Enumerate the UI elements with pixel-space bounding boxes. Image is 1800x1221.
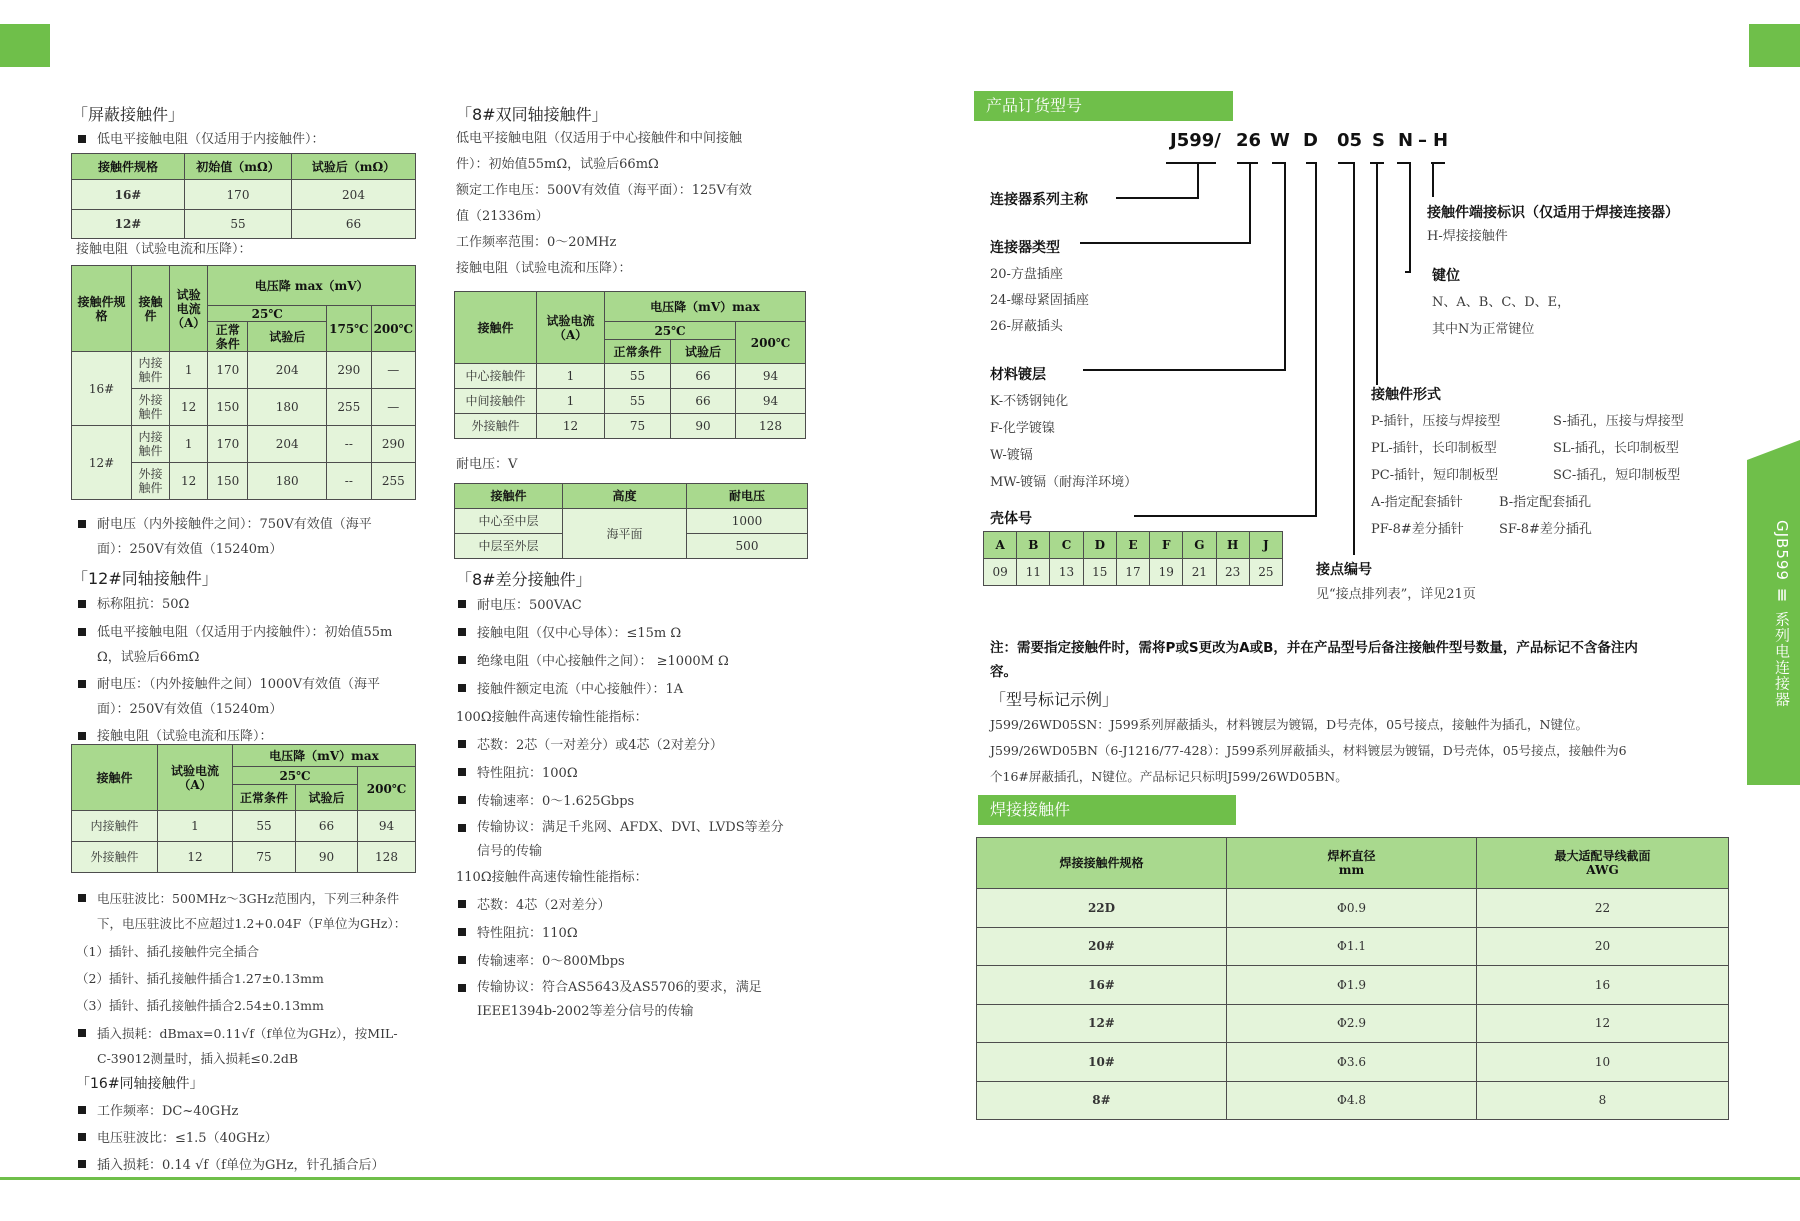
code-form: S <box>1372 130 1385 151</box>
vswr-cond-3: （3）插针、插孔接触件插合2.54±0.13mm <box>76 998 324 1013</box>
item110-3: 传输速率：0～800Mbps <box>456 948 784 976</box>
item110-4: 传输协议：符合AS5643及AS5706的要求，满足 <box>456 976 784 1000</box>
coax16-item-3: 插入损耗：0.14 √f（f单位为GHz，针孔插合后） <box>76 1152 385 1179</box>
term-item: H-焊接接触件 <box>1427 229 1508 244</box>
item100-1: 芯数：2芯（一对差分）或4芯（2对差分） <box>456 732 784 760</box>
example-title: 「型号标记示例」 <box>990 690 1119 709</box>
order-note: 注：需要指定接触件时，需将P或S更改为A或B，并在产品型号后备注接触件型号数量，产品标记不含备注内 容。 <box>990 640 1638 680</box>
code-points: 05 <box>1337 130 1363 151</box>
insertion-2: C-39012测量时，插入损耗≤0.2dB <box>97 1051 299 1066</box>
shield-low-res: 低电平接触电阻（仅适用于内接触件）： <box>76 127 325 152</box>
coax12-item-3: 耐电压：（内外接触件之间）1000V有效值（海平 <box>76 672 392 697</box>
insertion-1: 插入损耗：dBmax=0.11√f（f单位为GHz），按MIL- <box>76 1021 406 1046</box>
plating-label: 材料镀层 <box>990 367 1046 383</box>
plating-item-1: K-不锈钢钝化 <box>990 394 1069 409</box>
item100-4: 传输协议：满足千兆网、AFDX、DVI、LVDS等差分 <box>456 816 784 840</box>
term-label: 接触件端接标识（仅适用于焊接连接器） <box>1427 205 1679 221</box>
point-item: 见“接点排列表”，详见21页 <box>1316 587 1476 602</box>
table-shell-size: A B C D E F G H J 09 11 13 15 17 19 21 23 25 <box>983 531 1283 586</box>
type-item-2: 24-螺母紧固插座 <box>990 293 1089 308</box>
vswr-1: 电压驻波比：500MHz～3GHz范围内，下列三种条件 <box>76 886 406 911</box>
diff-item-4: 接触件额定电流（中心接触件）：1A <box>456 676 784 704</box>
shield-withstand-2: 面）：250V有效值（15240m） <box>97 542 283 557</box>
form-s: S-插孔，压接与焊接型 <box>1553 414 1684 429</box>
point-label: 接点编号 <box>1316 562 1372 578</box>
twinax-para-3: 工作频率范围：0～20MHz <box>456 235 617 250</box>
plating-item-2: F-化学镀镍 <box>990 421 1055 436</box>
form-b: B-指定配套插孔 <box>1499 495 1592 510</box>
coax16-title: 「16#同轴接触件」 <box>76 1076 204 1092</box>
vswr-2: 下，电压驻波比不应超过1.2+0.04F（F单位为GHz）： <box>97 916 407 931</box>
coax12-title: 「12#同轴接触件」 <box>72 569 218 588</box>
coax12-item-1: 标称阻抗：50Ω <box>76 592 392 617</box>
vswr-cond-1: （1）插针、插孔接触件完全插合 <box>76 944 259 959</box>
twinax-para-4: 接触电阻（试验电流和压降）： <box>456 261 632 276</box>
table-solder-contacts: 焊接接触件规格 焊杯直径 mm 最大适配导线截面 AWG 22D Φ0.9 22 20# Φ1.1 20 16# Φ1.9 16 12# Φ2.9 12 10# Φ3.6 10 8# Φ4.8 8 <box>976 837 1729 1120</box>
item100-3: 传输速率：0～1.625Gbps <box>456 788 784 816</box>
table-coax12-voltage-drop: 接触件 试验电流（A） 电压降（mV）max 25℃ 200℃ 正常条件 试验后 内接触件 1 55 66 94 外接触件 12 75 90 128 <box>71 744 416 873</box>
order-title: 产品订货型号 <box>974 91 1233 121</box>
form-p: P-插针，压接与焊接型 <box>1371 414 1501 429</box>
table-twinax-withstand: 接触件 高度 耐电压 中心至中层 海平面 1000 中层至外层 500 <box>454 483 808 559</box>
twinax-title: 「8#双同轴接触件」 <box>456 105 608 124</box>
plating-item-4: MW-镀镉（耐海洋环境） <box>990 475 1138 490</box>
example-line-1: J599/26WD05SN：J599系列屏蔽插头，材料镀层为镀镉，D号壳体，05号接点，接触件为插孔，N键位。 <box>990 717 1588 732</box>
form-sf: SF-8#差分插孔 <box>1499 522 1592 537</box>
key-item-1: N、A、B、C、D、E， <box>1432 295 1571 310</box>
form-pc: PC-插针，短印制板型 <box>1371 468 1499 483</box>
table-low-level-res: 接触件规格 初始值（mΩ） 试验后（mΩ） 16# 170 204 12# 55 66 <box>71 153 416 239</box>
form-pf: PF-8#差分插针 <box>1371 522 1464 537</box>
shield-contact-res: 接触电阻（试验电流和压降）： <box>76 242 252 257</box>
form-label: 接触件形式 <box>1371 387 1441 403</box>
key-item-2: 其中N为正常键位 <box>1432 322 1535 337</box>
form-sl: SL-插孔，长印制板型 <box>1553 441 1679 456</box>
key-label: 键位 <box>1432 268 1460 284</box>
form-a: A-指定配套插针 <box>1371 495 1463 510</box>
withstand-label: 耐电压：V <box>456 457 518 472</box>
item110-1: 芯数：4芯（2对差分） <box>456 892 784 920</box>
form-pl: PL-插针，长印制板型 <box>1371 441 1497 456</box>
diff-item-3: 绝缘电阻（中心接触件之间）： ≥1000M Ω <box>456 648 784 676</box>
series-label: 连接器系列主称 <box>990 192 1088 208</box>
diff-title: 「8#差分接触件」 <box>456 570 592 589</box>
code-dash: – <box>1418 130 1427 151</box>
example-line-3: 个16#屏蔽插孔，N键位。产品标记只标明J599/26WD05BN。 <box>990 769 1348 784</box>
shield-title: 「屏蔽接触件」 <box>72 105 185 124</box>
code-shell: D <box>1303 130 1318 151</box>
type-label: 连接器类型 <box>990 240 1060 256</box>
code-term: H <box>1433 130 1449 151</box>
side-tab-text: GJB599 Ⅲ 系列电连接器 <box>1773 520 1791 708</box>
p110: 110Ω接触件高速传输性能指标： <box>456 870 648 885</box>
coax16-item-2: 电压驻波比：≤1.5（40GHz） <box>76 1125 385 1152</box>
table-twinax-voltage-drop: 接触件 试验电流（A） 电压降（mV）max 25℃ 200℃ 正常条件 试验后 中心接触件 1 55 66 94 中间接触件 1 55 66 94 外接触件 12 75 90 128 <box>454 291 806 439</box>
coax12-item-4: 接触电阻（试验电流和压降）： <box>76 724 392 749</box>
type-item-1: 20-方盘插座 <box>990 267 1063 282</box>
plating-item-3: W-镀镉 <box>990 448 1033 463</box>
code-plating: W <box>1270 130 1290 151</box>
solder-title: 焊接接触件 <box>978 795 1236 825</box>
twinax-para-2: 额定工作电压：500V有效值（海平面）：125V有效 <box>456 183 752 198</box>
form-sc: SC-插孔，短印制板型 <box>1553 468 1681 483</box>
diff-item-1: 耐电压：500VAC <box>456 592 784 620</box>
item110-2: 特性阻抗：110Ω <box>456 920 784 948</box>
example-line-2: J599/26WD05BN（6-J1216/77-428）：J599系列屏蔽插头，材料镀层为镀镉，D号壳体，05号接点，接触件为6 <box>990 743 1627 758</box>
code-type: 26 <box>1236 130 1262 151</box>
coax12-item-2: 低电平接触电阻（仅适用于内接触件）：初始值55m <box>76 620 392 645</box>
type-item-3: 26-屏蔽插头 <box>990 319 1063 334</box>
p100: 100Ω接触件高速传输性能指标： <box>456 710 648 725</box>
shield-withstand-1: 耐电压（内外接触件之间）：750V有效值（海平 <box>76 512 372 537</box>
shell-label: 壳体号 <box>990 511 1032 527</box>
twinax-para-1: 低电平接触电阻（仅适用于中心接触件和中间接触 <box>456 131 743 146</box>
table-shield-voltage-drop: 接触件规格 接触件 试验电流（A） 电压降 max（mV） 25℃ 175℃ 200℃ 正常条件 试验后 16# 内接触件 1 170 204 290 — 外接触件 12 150 180 255 — 12# 内接触件 1 170 204 -- 290 外接触件 12 150 180 -- 255 <box>71 265 416 500</box>
diff-item-2: 接触电阻（仅中心导体）：≤15m Ω <box>456 620 784 648</box>
item100-2: 特性阻抗：100Ω <box>456 760 784 788</box>
coax16-item-1: 工作频率：DC~40GHz <box>76 1098 385 1125</box>
vswr-cond-2: （2）插针、插孔接触件插合1.27±0.13mm <box>76 971 324 986</box>
code-key: N <box>1398 130 1414 151</box>
code-prefix: J599/ <box>1170 130 1221 151</box>
